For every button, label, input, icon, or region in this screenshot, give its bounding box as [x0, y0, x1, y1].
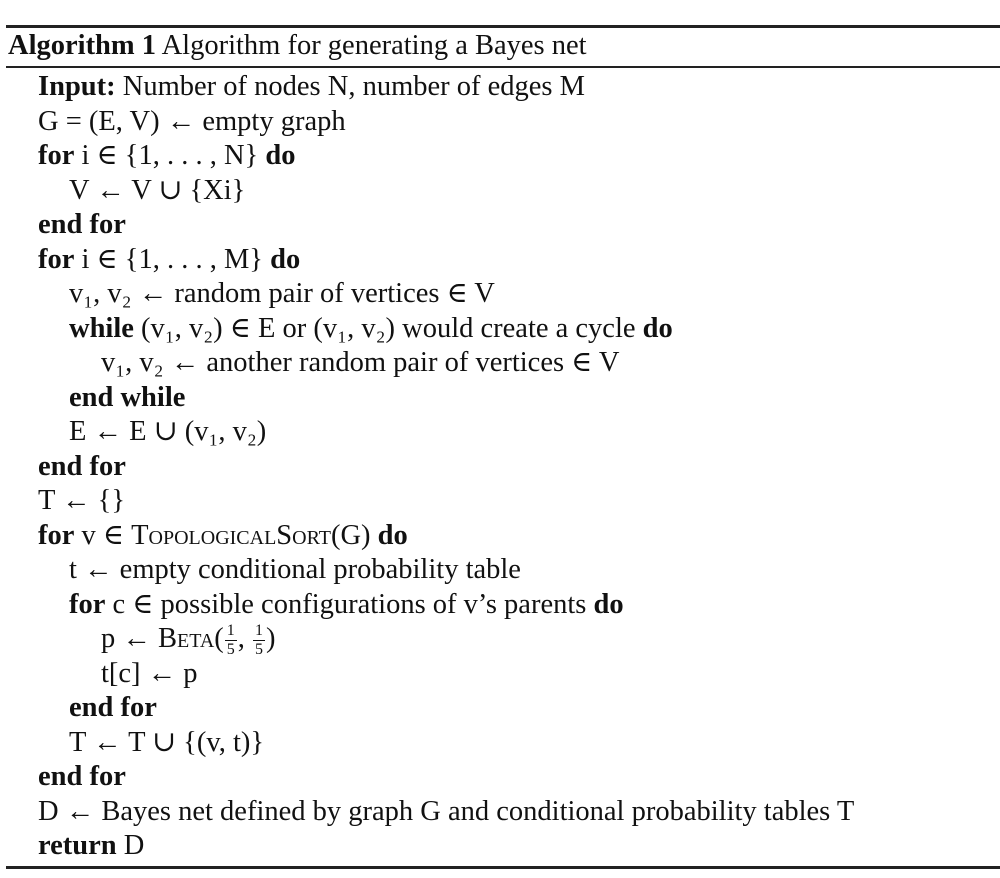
while-line [69, 312, 673, 346]
algorithm-caption [8, 29, 587, 63]
caption-text: Algorithm for generating a Bayes net [156, 30, 587, 61]
add-table-line: T ← T ∪ {(v, t)} [69, 727, 265, 758]
top-rule [6, 25, 1000, 28]
end-while-line: end while [69, 382, 186, 413]
denominator: 5 [255, 640, 264, 658]
for-keyword: for [38, 520, 75, 551]
init-graph-line: G = (E, V) ← empty graph [38, 106, 346, 137]
for-keyword: for [38, 244, 75, 275]
for-condition: i ∈ {1, . . . , N} [74, 140, 266, 171]
return-value: D [116, 830, 145, 861]
assign-cpt-entry-line: t[c] ← p [101, 658, 198, 689]
assign-prefix: p ← [101, 623, 158, 654]
for-condition: i ∈ {1, . . . , M} [74, 244, 271, 275]
caption-rule [6, 66, 1000, 68]
caption-label: Algorithm 1 [8, 30, 157, 61]
close-paren: ) [266, 623, 276, 654]
bottom-rule [6, 866, 1000, 869]
beta-sample-line [101, 622, 276, 656]
do-keyword: do [270, 244, 301, 275]
numerator: 1 [226, 621, 235, 639]
denominator: 5 [226, 640, 235, 658]
topological-sort-function: TopologicalSort [131, 520, 331, 551]
while-keyword: while [69, 313, 134, 344]
input-text: Number of nodes N, number of edges M [115, 71, 585, 102]
do-keyword: do [265, 140, 296, 171]
input-keyword: Input: [38, 71, 116, 102]
end-for-line: end for [38, 451, 126, 482]
for-condition: c ∈ possible configurations of v’s parents [105, 589, 594, 620]
end-for-line: end for [38, 761, 126, 792]
add-edge-line: E ← E ∪ (v₁, v₂) [69, 416, 267, 447]
empty-cpt-line: t ← empty conditional probability table [69, 554, 521, 585]
do-keyword: do [642, 313, 673, 344]
open-paren: ( [214, 623, 224, 654]
for-edges-line [38, 243, 300, 277]
input-line [38, 70, 585, 104]
numerator: 1 [255, 621, 264, 639]
do-keyword: do [593, 589, 624, 620]
beta-function: Beta [158, 623, 215, 654]
add-vertex-line: V ← V ∪ {Xi} [69, 175, 246, 206]
for-nodes-line [38, 139, 295, 173]
for-condition-post: (G) [330, 520, 378, 551]
fraction-one-fifth [225, 623, 237, 658]
define-bayes-net-line: D ← Bayes net defined by graph G and conditional probability tables T [38, 796, 855, 827]
init-tables-line: T ← {} [38, 485, 126, 516]
comma: , [237, 623, 253, 654]
return-keyword: return [38, 830, 117, 861]
another-pair-line: v₁, v₂ ← another random pair of vertices ∈ V [101, 347, 620, 378]
while-condition: (v₁, v₂) ∈ E or (v₁, v₂) would create a cycle [133, 313, 643, 344]
random-pair-line: v₁, v₂ ← random pair of vertices ∈ V [69, 278, 495, 309]
end-for-line: end for [38, 209, 126, 240]
for-keyword: for [38, 140, 75, 171]
for-condition-pre: v ∈ [74, 520, 132, 551]
end-for-line: end for [69, 692, 157, 723]
for-configs-line [69, 588, 624, 622]
do-keyword: do [377, 520, 408, 551]
for-topo-line [38, 519, 408, 553]
fraction-one-fifth [253, 623, 265, 658]
return-line [38, 829, 144, 863]
for-keyword: for [69, 589, 106, 620]
